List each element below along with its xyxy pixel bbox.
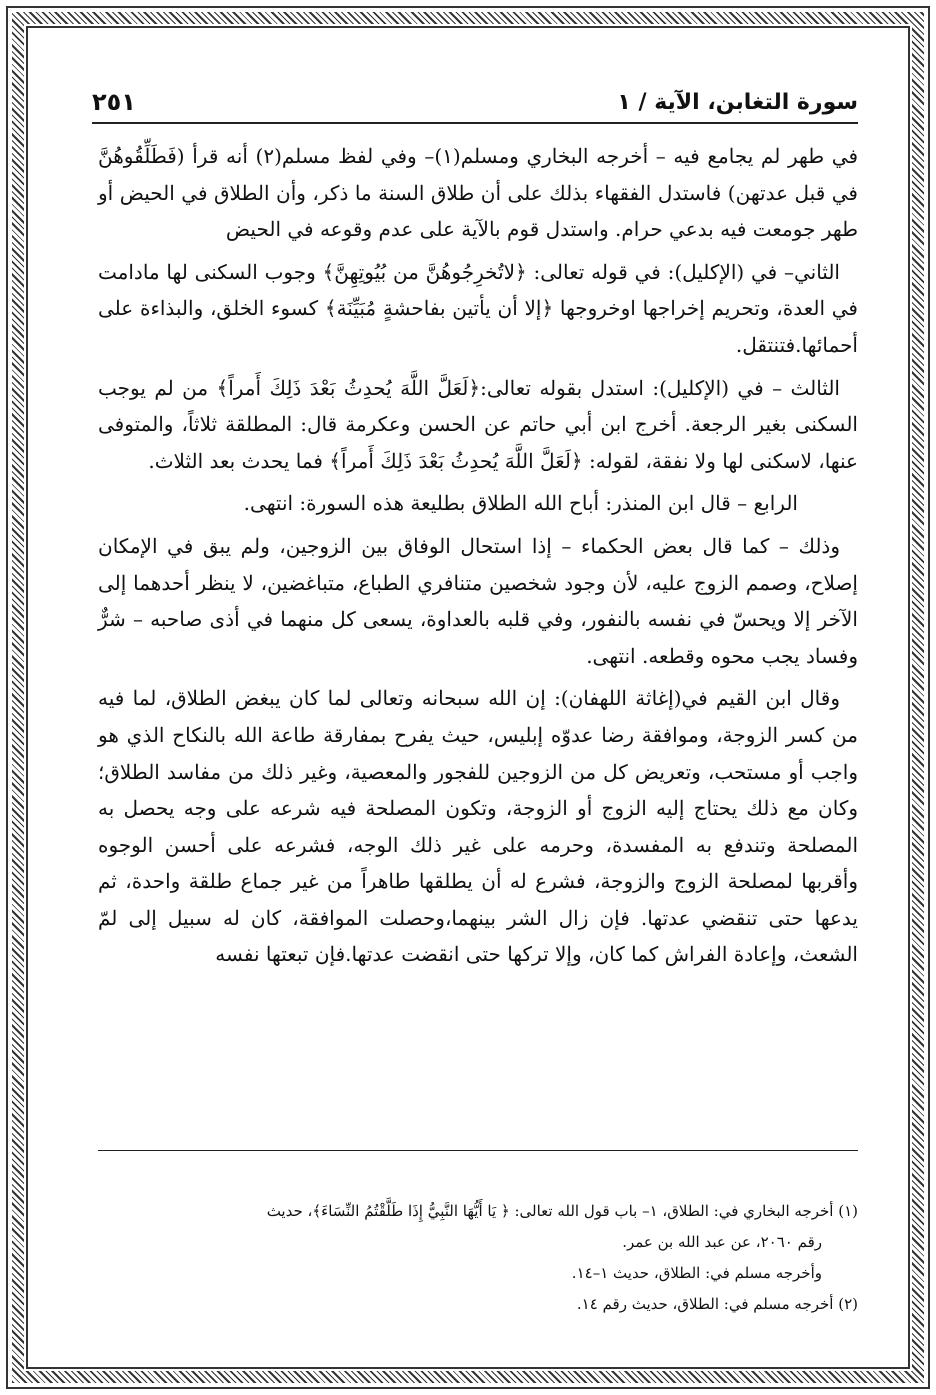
paragraph-second: الثاني– في (الإكليل): في قوله تعالى: ﴿لاتُخرِجُوهُنَّ من بُيُوتِهِنَّ﴾ وجوب السكنى لها مادامت في العدة، وتحريم إخراجها اوخروجها ﴿إلا أن يأتين بفاحشةٍ مُبَيِّنَة﴾ كسوء الخلق، والبذاءة على أحمائها.فتنتقل. (98, 259, 858, 357)
paragraph-fourth: الرابع – قال ابن المنذر: أباح الله الطلاق بطليعة هذه السورة: انتهى. (243, 491, 798, 516)
paragraph-talaq-sunnah: في طهر لم يجامع فيه – أخرجه البخاري ومسلم(١)– وفي لفظ مسلم(٢) أنه قرأ (فَطَلِّقُوهُنَّ في قبل عدتهن) فاستدل الفقهاء بذلك على أن طلاق السنة ما ذكر، وأن الطلاق في الحيض أو طهر جومعت فيه بدعي حرام. واستدل قوم بالآية على عدم وقوعه في الحيض (98, 144, 858, 242)
footnote-1: (١) أخرجه البخاري في: الطلاق، ١– باب قول الله تعالى: ﴿ يَا أَيُّهَا النَّبِيُّ إِذَا طَلَّقْتُمُ النِّسَاءَ﴾، حديث (266, 1202, 858, 1220)
footnotes (98, 1196, 858, 1320)
footnote-2: (٢) أخرجه مسلم في: الطلاق، حديث رقم ١٤. (576, 1295, 858, 1313)
page-number: ٢٥١ (92, 88, 136, 116)
footnote-1-continuation: رقم ٢٠٦٠، عن عبد الله بن عمر. (622, 1233, 822, 1251)
footnote-1-muslim: وأخرجه مسلم في: الطلاق، حديث ١–١٤. (571, 1264, 822, 1282)
surah-title: سورة التغابن، الآية / ١ (617, 89, 858, 115)
footnote-separator (98, 1150, 858, 1151)
paragraph-ibn-qayyim: وقال ابن القيم في(إغاثة اللهفان): إن الله سبحانه وتعالى لما كان يبغض الطلاق، لما فيه من كسر الزوجة، وموافقة رضا عدوّه إبليس، حيث يفرح بمفارقة طاعة الله بالنكاح الذي هو واجب أو مستحب، وتعريض كل من الزوجين للفجور والمعصية، وغير ذلك من مفاسد الطلاق؛ وكان مع ذلك يحتاج إليه الزوج أو الزوجة، وتكون المصلحة فيه شرعه على وجه يحصل به المصلحة وتندفع به المفسدة، وحرمه على غير ذلك الوجه، فشرعه على أحسن الوجوه وأقربها لمصلحة الزوج والزوجة، فشرع له أن يطلقها طاهراً من غير جماع طلقة واحدة، ثم يدعها حتى تنقضي عدتها. فإن زال الشر بينهما،وحصلت الموافقة، كان له سبيل إلى لمّ الشعث، وإعادة الفراش كما كان، وإلا تركها حتى انقضت عدتها.فإن تبعتها نفسه (98, 686, 858, 967)
running-header (92, 82, 858, 124)
paragraph-third: الثالث – في (الإكليل): استدل بقوله تعالى:﴿لَعَلَّ اللَّهَ يُحدِثُ بَعْدَ ذَلِكَ أَمراً﴾ من لم يوجب السكنى بغير الرجعة. أخرج ابن أبي حاتم عن الحسن وعكرمة قال: المطلقة ثلاثاً، والمتوفى عنها، لاسكنى لها ولا نفقة، لقوله: ﴿لَعَلَّ اللَّهَ يُحدِثُ بَعْدَ ذَلِكَ أَمراً﴾ فما يحدث بعد الثلاث. (98, 375, 858, 473)
body-text (98, 138, 858, 979)
paragraph-wisdom: وذلك – كما قال بعض الحكماء – إذا استحال الوفاق بين الزوجين، ولم يبق في الإمكان إصلاح، وصمم الزوج عليه، لأن وجود شخصين متنافري الطباع، متباغضين، لا ينظر أحدهما إلى الآخر إلا ويحسّ في نفسه بالنفور، وفي قلبه بالعداوة، يسعى كل منهما في أذى صاحبه – شرٌّ وفساد يجب محوه وقطعه. انتهى. (98, 533, 858, 668)
